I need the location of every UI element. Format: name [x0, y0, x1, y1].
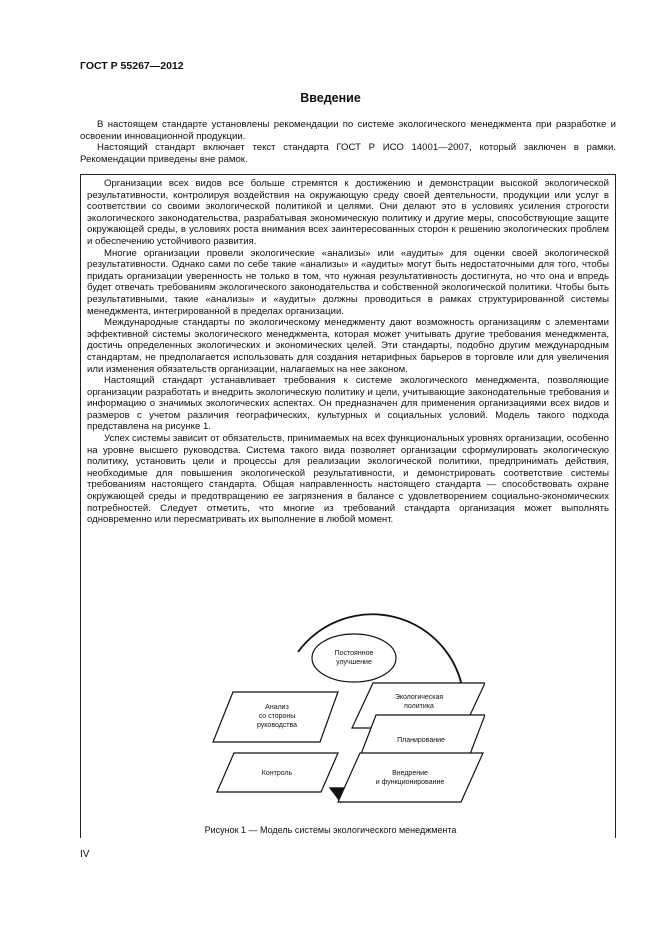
planning-label: Планирование [397, 737, 445, 744]
policy-label-line2: политика [404, 703, 434, 710]
framed-paragraph: Организации всех видов все больше стремятся к достижению и демонстрации высокой экологической результативности, контролируя воздействия на окружающую среду своей деятельности, продукции или услуг в соответствии со своими экологической политикой и целями. Они делают это в условиях усиления строгости экологического законодательства, разрабатывая экономическую политику и другие меры, способствующие защите окружающей среды, в условиях роста внимания всех заинтересованных сторон к решению экологических проблем и обеспечению устойчивого развития. [87, 178, 609, 247]
continuous-improvement-ellipse [312, 634, 396, 682]
review-label-line1: Анализ [265, 704, 289, 711]
review-label-line2: со стороны [258, 713, 296, 720]
implementation-label-line2: и функционирование [375, 779, 445, 786]
intro-text [80, 119, 616, 165]
intro-paragraph: В настоящем стандарте установлены рекомендации по системе экологического менеджмента при разработке и освоении инновационной продукции. [80, 119, 616, 142]
framed-paragraph: Международные стандарты по экологическому менеджменту дают возможность организациям с элементами эффективной системы экологического менеджмента, которая может учитывать другие требования менеджмента, достичь определенных экологических и экономических целей. Эти стандарты, подобно другим международным стандартам, не предполагается использовать для создания нетарифных барьеров в торговле или для увеличения или изменения обязательств организации, налагаемых на нее законом. [87, 317, 609, 375]
ems-model-figure [195, 604, 485, 818]
section-title: Введение [300, 91, 361, 105]
figure-caption: Рисунок 1 — Модель системы экологического менеджмента [204, 825, 457, 835]
policy-label-line1: Экологическая [394, 694, 444, 701]
page-number: IV [80, 849, 90, 860]
document-header: ГОСТ Р 55267—2012 [80, 60, 184, 72]
control-label: Контроль [261, 770, 293, 777]
review-label-line3: руководства [256, 722, 298, 729]
framed-paragraph: Многие организации провели экологические «анализы» или «аудиты» для оценки своей экологической результативности. Однако сами по себе такие «анализы» и «аудиты» могут быть недостаточными для того, чтобы придать организации уверенность не только в том, что нужная результативность достигнута, но что она и впредь будет отвечать требованиям экологического законодательства и собственной экологической политики. Чтобы быть результативными, такие «анализы» и «аудиты» должны проводиться в рамках структурированной системы менеджмента, интегрированной в пределах организации. [87, 247, 609, 317]
implementation-label-line1: Внедрение [392, 770, 428, 777]
framed-paragraph: Успех системы зависит от обязательств, принимаемых на всех функциональных уровнях организации, особенно на уровне высшего руководства. Система такого вида позволяет организации сформулировать экологическую политику, установить цели и процессы для реализации экологической политики, предпринимать действия, необходимые для повышения экологической результативности, и демонстрировать соответствие системы требованиям настоящего стандарта. Общая направленность настоящего стандарта — способствовать охране окружающей среды и предотвращению ее загрязнения в балансе с удовлетворением социально-экономических потребностей. Следует отметить, что многие из требований стандарта организация может выполнять одновременно или пересматривать их выполнение в любой момент. [87, 433, 609, 526]
center-label-line2: улучшение [336, 659, 372, 666]
implementation-box [338, 753, 483, 802]
center-label-line1: Постоянное [334, 650, 374, 657]
framed-text [87, 178, 609, 526]
intro-paragraph: Настоящий стандарт включает текст стандарта ГОСТ Р ИСО 14001—2007, который заключен в рамки. Рекомендации приведены вне рамок. [80, 142, 616, 165]
framed-paragraph: Настоящий стандарт устанавливает требования к системе экологического менеджмента, позволяющие организации разработать и внедрить экологическую политику и цели, учитывающие законодательные требования и информацию о значимых экологических аспектах. Он предназначен для применения организациями всех видов и размеров с учетом различия географических, культурных и социальных условий. Модель такого подхода представлена на рисунке 1. [87, 375, 609, 433]
